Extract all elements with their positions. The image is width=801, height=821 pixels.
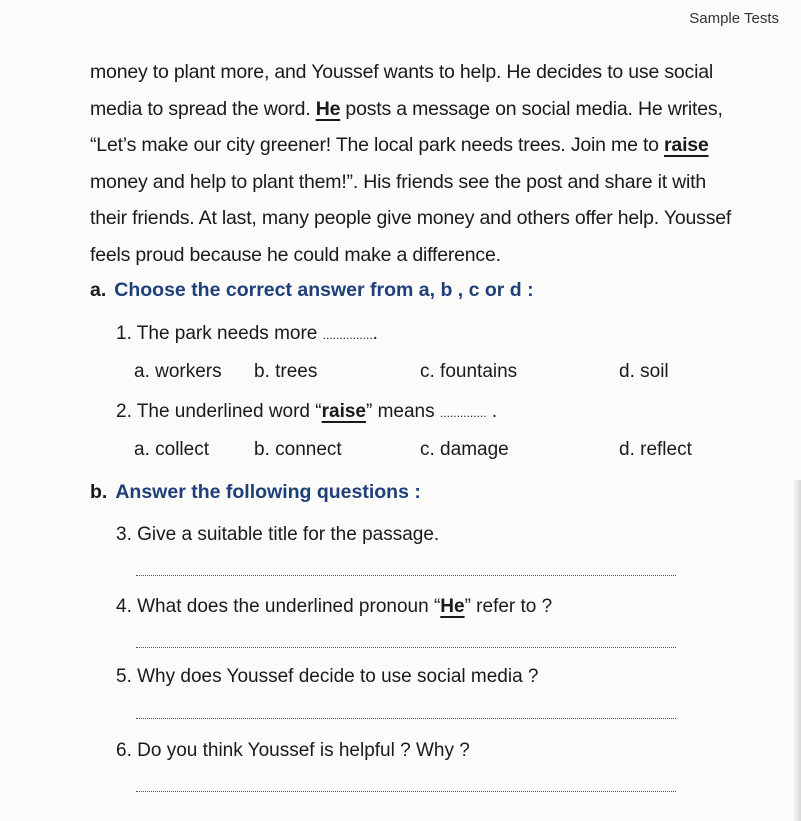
- answer-line[interactable]: [136, 718, 676, 719]
- question-3: 3. Give a suitable title for the passage.: [116, 524, 440, 545]
- page-edge-shadow: [793, 480, 801, 821]
- option-d[interactable]: d. reflect: [619, 439, 692, 460]
- section-letter: b.: [90, 481, 108, 503]
- reading-passage: [90, 54, 780, 273]
- question-1: [116, 323, 378, 345]
- question-5: 5. Why does Youssef decide to use social media ?: [116, 666, 539, 687]
- blank[interactable]: ..............: [439, 406, 487, 420]
- blank[interactable]: ...............: [322, 328, 373, 342]
- passage-line: [90, 91, 780, 128]
- option-a[interactable]: a. workers: [134, 361, 222, 382]
- passage-text: media to spread the word.: [90, 97, 316, 120]
- passage-line: money to plant more, and Youssef wants to help. He decides to use social: [90, 61, 713, 83]
- question-6: 6. Do you think Youssef is helpful ? Why ?: [116, 740, 470, 761]
- section-a-title: [90, 279, 534, 302]
- section-title-text: Answer the following questions :: [115, 481, 421, 503]
- passage-line: feels proud because he could make a difference.: [90, 243, 501, 266]
- option-c[interactable]: c. fountains: [420, 361, 518, 382]
- question-text: ” means: [365, 401, 440, 422]
- passage-line: [90, 127, 780, 164]
- section-title-text: Choose the correct answer from a, b , c or d :: [114, 279, 534, 301]
- passage-text: posts a message on social media. He writes,: [340, 97, 723, 120]
- answer-line[interactable]: [136, 647, 676, 648]
- answer-line[interactable]: [136, 791, 676, 792]
- underlined-pronoun: He: [440, 596, 465, 617]
- option-d[interactable]: d. soil: [619, 361, 669, 382]
- passage-text: “Let’s make our city greener! The local park needs trees. Join me to: [90, 134, 665, 156]
- section-b-title: [90, 481, 421, 504]
- question-text: 1. The park needs more: [116, 323, 323, 344]
- question-text: ” refer to ?: [464, 596, 553, 617]
- question-text: 2. The underlined word “: [116, 401, 322, 422]
- question-end: .: [372, 323, 378, 344]
- section-letter: a.: [90, 279, 107, 301]
- option-c[interactable]: c. damage: [420, 439, 509, 460]
- question-end: .: [486, 401, 498, 422]
- question-text: 4. What does the underlined pronoun “: [116, 596, 441, 617]
- page-header: Sample Tests: [689, 10, 779, 27]
- passage-line: their friends. At last, many people give money and others offer help. Youssef: [90, 207, 732, 229]
- option-b[interactable]: b. trees: [254, 361, 318, 382]
- option-a[interactable]: a. collect: [134, 439, 209, 460]
- underlined-word: raise: [321, 401, 366, 422]
- underlined-pronoun: He: [315, 97, 341, 120]
- question-4: [116, 596, 552, 618]
- underlined-word: raise: [664, 134, 709, 156]
- question-2: [116, 401, 497, 423]
- option-b[interactable]: b. connect: [254, 439, 342, 460]
- passage-line: money and help to plant them!”. His friends see the post and share it with: [90, 170, 707, 193]
- answer-line[interactable]: [136, 575, 676, 576]
